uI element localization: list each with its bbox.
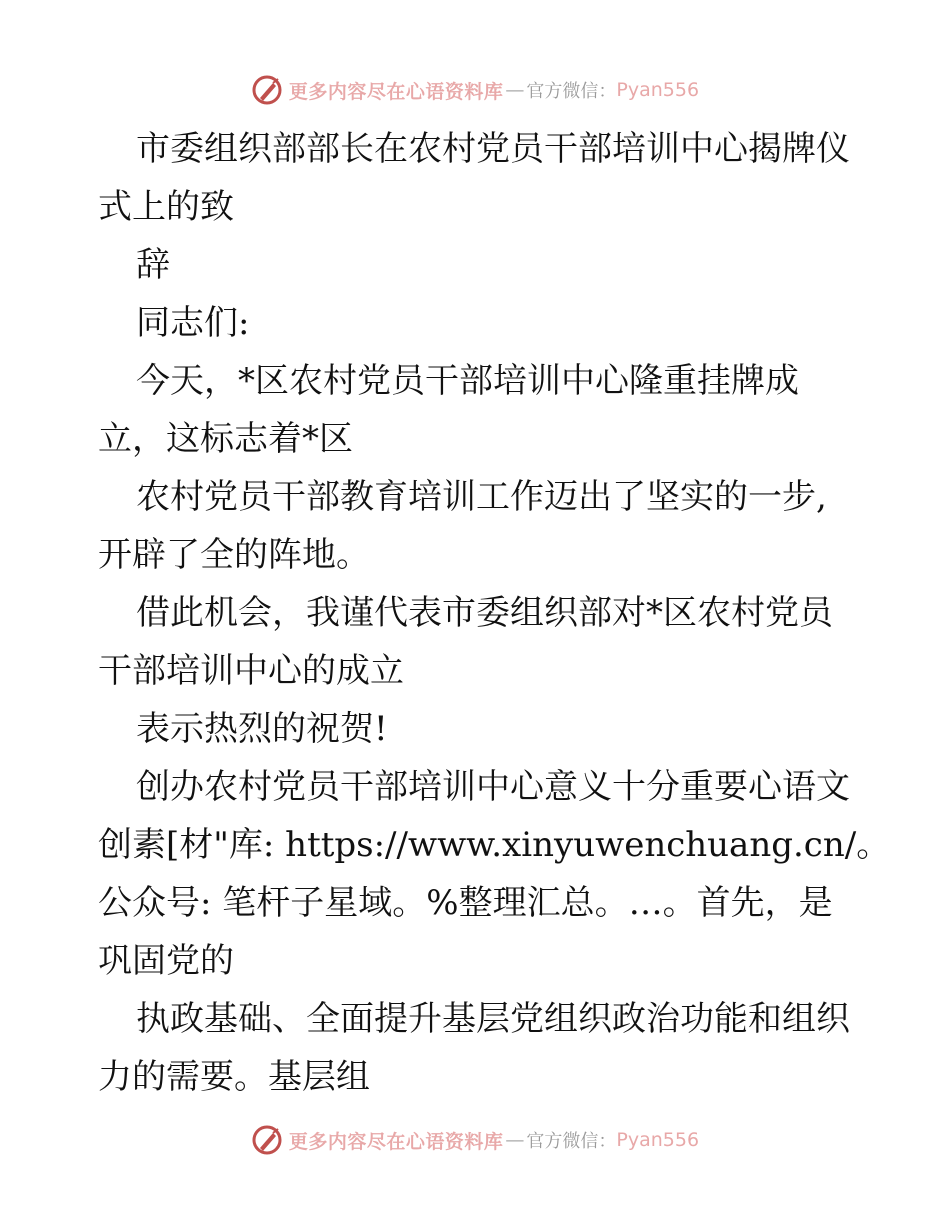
paragraph-line: 创办农村党员干部培训中心意义十分重要心语文	[136, 767, 850, 807]
paragraph-line: 巩固党的	[98, 941, 234, 981]
paragraph-line: 农村党员干部教育培训工作迈出了坚实的一步,	[136, 477, 827, 517]
header-watermark	[0, 70, 950, 110]
watermark-site: 更多内容尽在心语资料库	[288, 1130, 504, 1153]
paragraph-line: 公众号: 笔杆子星域。%整理汇总。…。首先，是	[98, 883, 833, 923]
title-line-1: 市委组织部部长在农村党员干部培训中心揭牌仪	[136, 129, 850, 169]
document-body	[98, 120, 898, 1106]
paragraph-line: 开辟了全的阵地。	[98, 535, 370, 575]
paragraph-line: 执政基础、全面提升基层党组织政治功能和组织	[136, 999, 850, 1039]
watermark-dash: —	[505, 79, 525, 101]
footer-watermark	[0, 1120, 950, 1160]
salutation: 同志们:	[136, 303, 250, 343]
title-line-3: 辞	[136, 245, 170, 285]
watermark-wechat-id: Pyan556	[616, 79, 700, 101]
watermark-site: 更多内容尽在心语资料库	[288, 80, 504, 103]
paragraph-line: 今天，*区农村党员干部培训中心隆重挂牌成	[136, 361, 799, 401]
pen-logo-icon	[251, 74, 283, 106]
watermark-dash: —	[505, 1129, 525, 1151]
paragraph-line: 立，这标志着*区	[98, 419, 353, 459]
paragraph-line: 力的需要。基层组	[98, 1057, 370, 1097]
paragraph-line: 干部培训中心的成立	[98, 651, 404, 691]
paragraph-line: 借此机会，我谨代表市委组织部对*区农村党员	[136, 593, 833, 633]
watermark-wechat-label: 官方微信：	[526, 81, 617, 102]
pen-logo-icon	[251, 1124, 283, 1156]
paragraph-line: 创素[材"库: https://www.xinyuwenchuang.cn/。	[98, 825, 891, 865]
watermark-wechat-label: 官方微信：	[526, 1131, 617, 1152]
title-line-2: 式上的致	[98, 187, 234, 227]
watermark-wechat-id: Pyan556	[616, 1129, 700, 1151]
paragraph-line: 表示热烈的祝贺!	[136, 709, 388, 749]
